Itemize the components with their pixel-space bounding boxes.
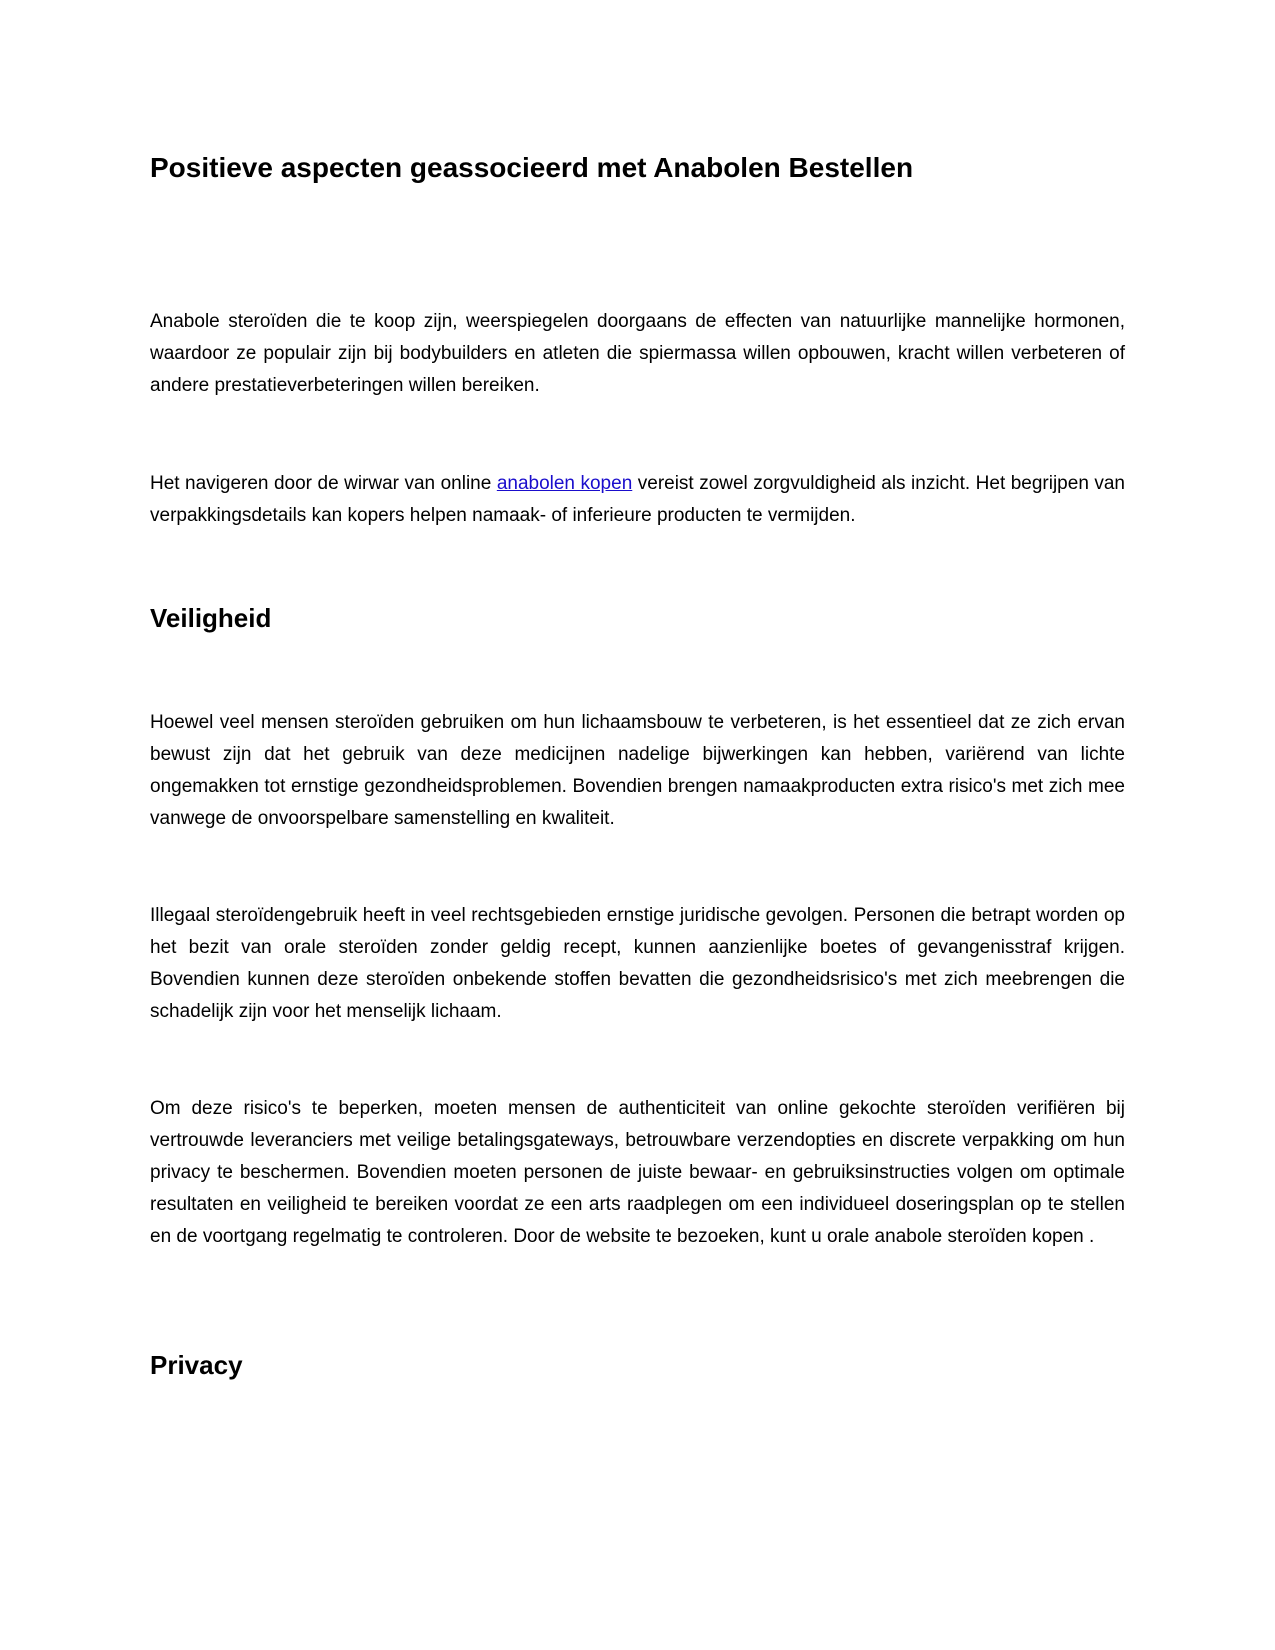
document-title: Positieve aspecten geassocieerd met Anabolen Bestellen	[150, 152, 914, 183]
section-heading-veiligheid: Veiligheid	[150, 603, 272, 633]
section-heading-privacy: Privacy	[150, 1350, 243, 1380]
intro-paragraph: Anabole steroïden die te koop zijn, weerspiegelen doorgaans de effecten van natuurlijke mannelijke hormonen, waardoor ze populair zijn bij bodybuilders en atleten die spiermassa willen opbouwen, kracht willen verbeteren of andere prestatieverbeteringen willen bereiken.	[150, 311, 1125, 396]
section-paragraph: Hoewel veel mensen steroïden gebruiken om hun lichaamsbouw te verbeteren, is het essentieel dat ze zich ervan bewust zijn dat het gebruik van deze medicijnen nadelige bijwerkingen kan hebben, variërend van lichte ongemakken tot ernstige gezondheidsproblemen. Bovendien brengen namaakproducten extra risico's met zich mee vanwege de onvoorspelbare samenstelling en kwaliteit.	[150, 712, 1125, 829]
intro-text-after-link: vereist zowel zorgvuldigheid als inzicht. Het begrijpen van verpakkingsdetails kan kopers helpen namaak- of inferieure producten te vermijden.	[150, 473, 1126, 526]
intro-text-before-link: Het navigeren door de wirwar van online	[150, 473, 497, 494]
anabolen-kopen-link[interactable]: anabolen kopen	[496, 473, 633, 494]
intro-paragraph-link	[150, 468, 1125, 532]
section-paragraph: Illegaal steroïdengebruik heeft in veel rechtsgebieden ernstige juridische gevolgen. Personen die betrapt worden op het bezit van orale steroïden zonder geldig recept, kunnen aanzienlijke boetes of gevangenisstraf krijgen. Bovendien kunnen deze steroïden onbekende stoffen bevatten die gezondheidsrisico's met zich meebrengen die schadelijk zijn voor het menselijk lichaam.	[150, 905, 1125, 1022]
section-paragraph: Om deze risico's te beperken, moeten mensen de authenticiteit van online gekochte steroïden verifiëren bij vertrouwde leveranciers met veilige betalingsgateways, betrouwbare verzendopties en discrete verpakking om hun privacy te beschermen. Bovendien moeten personen de juiste bewaar- en gebruiksinstructies volgen om optimale resultaten en veiligheid te bereiken voordat ze een arts raadplegen om een individueel doseringsplan op te stellen en de voortgang regelmatig te controleren. Door de website te bezoeken, kunt u orale anabole steroïden kopen .	[150, 1098, 1125, 1247]
